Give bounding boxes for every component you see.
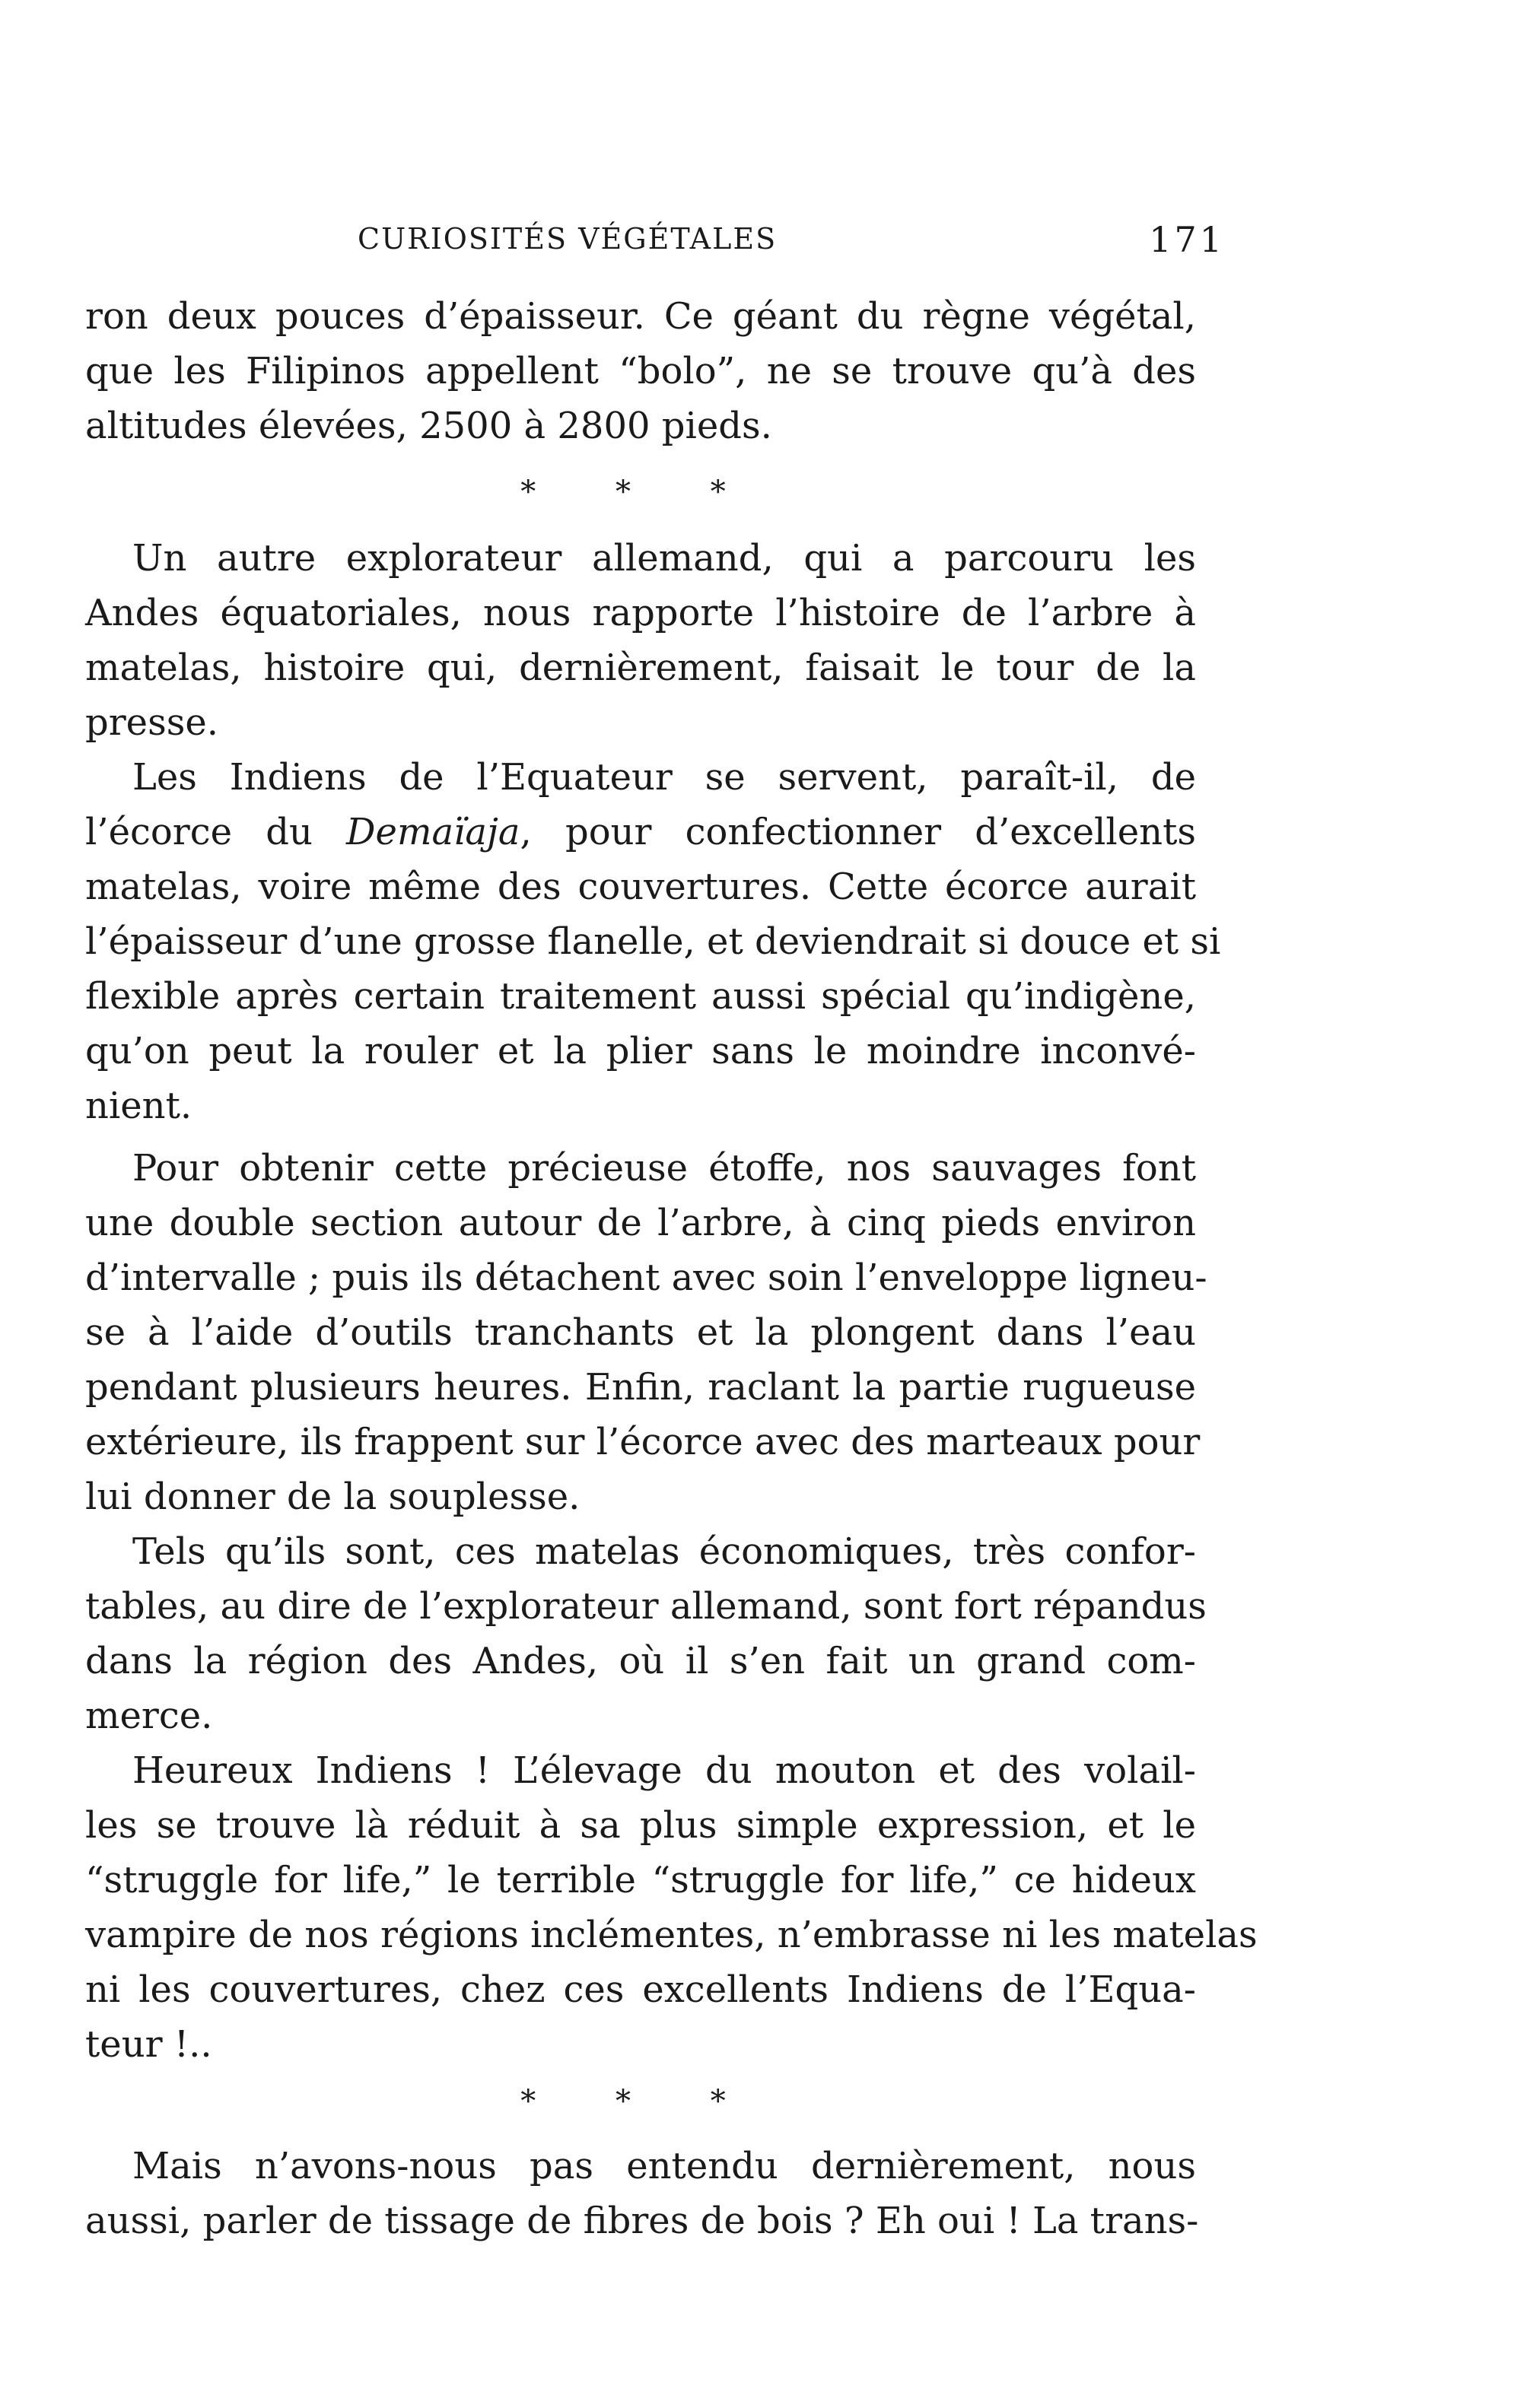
text-line: presse. bbox=[85, 701, 219, 744]
text-line: Tels qu’ils sont, ces matelas économiques, très confor- bbox=[132, 1530, 1196, 1573]
text-line: flexible après certain traitement aussi spécial qu’indigène, bbox=[85, 975, 1196, 1018]
text-line: d’intervalle ; puis ils détachent avec soin l’enveloppe ligneu- bbox=[85, 1256, 1207, 1299]
text-fragment: l’écorce du bbox=[85, 811, 347, 853]
text-line: lui donner de la souplesse. bbox=[85, 1476, 581, 1518]
text-line: aussi, parler de tissage de fibres de bois ? Eh oui ! La trans- bbox=[85, 2200, 1199, 2242]
running-title: CURIOSITÉS VÉGÉTALES bbox=[358, 222, 778, 256]
text-line: ron deux pouces d’épaisseur. Ce géant du règne végétal, bbox=[85, 295, 1196, 338]
text-line: teur !.. bbox=[85, 2023, 212, 2066]
text-line: se à l’aide d’outils tranchants et la plongent dans l’eau bbox=[85, 1311, 1196, 1354]
text-line: tables, au dire de l’explorateur allemand, sont fort répandus bbox=[85, 1585, 1207, 1628]
text-line: l’épaisseur d’une grosse flanelle, et deviendrait si douce et si bbox=[85, 920, 1221, 963]
text-line: Les Indiens de l’Equateur se servent, paraît-il, de bbox=[132, 756, 1196, 799]
text-line: pendant plusieurs heures. Enfin, raclant la partie rugueuse bbox=[85, 1366, 1196, 1409]
text-line bbox=[85, 811, 1196, 866]
text-line: dans la région des Andes, où il s’en fait un grand com- bbox=[85, 1640, 1196, 1682]
italic-plant-name: Demaïaja bbox=[346, 811, 520, 853]
section-separator: * * * bbox=[520, 2084, 761, 2119]
text-line: Un autre explorateur allemand, qui a parcouru les bbox=[132, 537, 1196, 580]
section-separator: * * * bbox=[520, 475, 761, 510]
text-line: “struggle for life,” le terrible “struggle for life,” ce hideux bbox=[85, 1859, 1196, 1901]
text-line: matelas, histoire qui, dernièrement, faisait le tour de la bbox=[85, 646, 1196, 689]
text-line: nient. bbox=[85, 1085, 192, 1127]
text-line: les se trouve là réduit à sa plus simple expression, et le bbox=[85, 1804, 1196, 1847]
text-line: merce. bbox=[85, 1695, 213, 1737]
text-line: Mais n’avons-nous pas entendu dernièrement, nous bbox=[132, 2145, 1196, 2187]
page-number: 171 bbox=[1149, 219, 1225, 260]
text-line: que les Filipinos appellent “bolo”, ne se trouve qu’à des bbox=[85, 350, 1196, 392]
text-line: Andes équatoriales, nous rapporte l’histoire de l’arbre à bbox=[85, 592, 1196, 634]
text-line: qu’on peut la rouler et la plier sans le moindre inconvé- bbox=[85, 1030, 1196, 1072]
text-line: ni les couvertures, chez ces excellents Indiens de l’Equa- bbox=[85, 1968, 1196, 2011]
text-line: vampire de nos régions inclémentes, n’embrasse ni les matelas bbox=[85, 1914, 1258, 1956]
running-head bbox=[99, 219, 1225, 268]
text-fragment: , pour confectionner d’excellents bbox=[520, 811, 1197, 853]
text-line: extérieure, ils frappent sur l’écorce avec des marteaux pour bbox=[85, 1421, 1201, 1463]
text-line: une double section autour de l’arbre, à cinq pieds environ bbox=[85, 1202, 1196, 1244]
text-line: Pour obtenir cette précieuse étoffe, nos sauvages font bbox=[132, 1147, 1196, 1190]
text-line: altitudes élevées, 2500 à 2800 pieds. bbox=[85, 405, 772, 447]
text-line: Heureux Indiens ! L’élevage du mouton et des volail- bbox=[132, 1749, 1196, 1792]
text-line: matelas, voire même des couvertures. Cette écorce aurait bbox=[85, 866, 1196, 908]
